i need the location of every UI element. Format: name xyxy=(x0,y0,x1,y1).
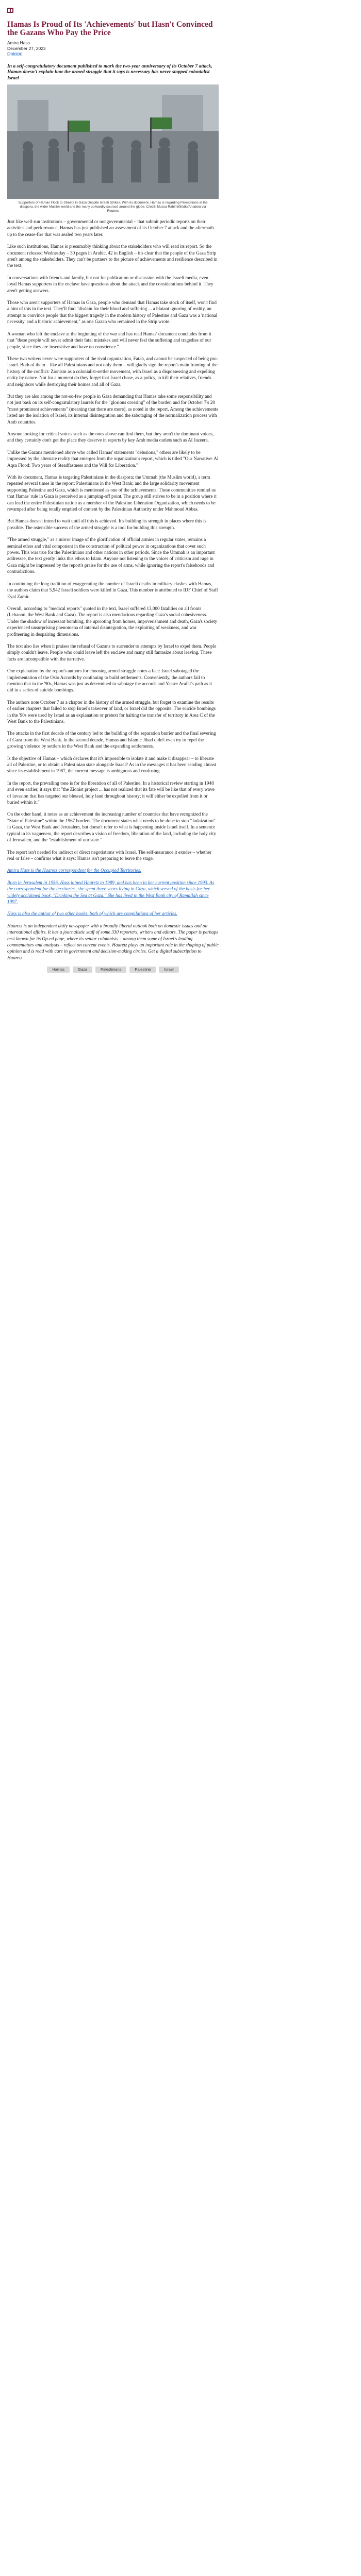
article-body xyxy=(7,218,219,861)
body-paragraph: Overall, according to "medical reports" quoted in the text, Israel suffered 13,000 fatalities on all fronts (Lebanon, the West Bank and Gaza). The report is also mendacious regarding Gaza's social cohesiveness. Under the shadow of incessant bombing, the uprooting from homes, impoverishment and death, Gaza's society experienced unsurprising phenomena of internal disintegration, the exploiting of weakness, and war profiteering in despairing dimensions. xyxy=(7,605,218,637)
body-paragraph: These two writers never were supporters of the rival organization, Fatah, and cannot be suspected of being pro-Israel. Both of them – like all Palestinians and not only them – will gladly sign the report's main framing of the history of the conflict: Zionism as a colonialist-settler movement, with Israel as a dispossessing and expelling entity by nature. Not for a moment do they forget that Israel chose, as a policy, to kill their relatives, friends and neighbors while destroying their homes and all of Gaza. xyxy=(7,355,218,387)
publish-date: December 27, 2023 xyxy=(7,45,46,51)
body-paragraph: On the other hand, it notes as an achievement the increasing number of countries that have recognized the "State of Palestine" within the 1967 borders. The document states what needs to be done to stop "Judaization" in Gaza, the West Bank and Jerusalem, but doesn't refer to what is happening inside Israel itself. In a sentence typical in its vagueness, the report describes a vision of freedom, liberation of the land, including the holy city of Jerusalem, and the "establishment of our state." xyxy=(7,811,216,843)
byline xyxy=(7,40,219,57)
author-bio-detail[interactable]: Born in Jerusalem in 1956, Hass joined Haaretz in 1989, and has been in her current position since 1993. As the correspondent for the territories, she spent three years living in Gaza, which served of the basis for her widely acclaimed book, "Drinking the Sea at Gaza." She has lived in the West Bank city of Ramallah since 1997. xyxy=(7,879,215,904)
lead-photo xyxy=(7,84,219,213)
body-paragraph: The report isn't needed for indirect or direct negotiations with Israel. The self-assurance it exudes – whether real or false – confirms what it says: Hamas isn't preparing to leave the stage. xyxy=(7,849,212,861)
tag-hamas[interactable]: Hamas xyxy=(47,967,70,973)
site-logo-icon[interactable] xyxy=(7,8,13,13)
body-paragraph: But they are also among the not-so-few people in Gaza demanding that Hamas take some responsibility and not just bask on its self-congratulatory laurels for the "glorious crossing" of the border, and for October 7's 20 "most prominent achievements" (meaning that there are more), as noted in the report. Among the achievements listed are the isolation of Israel, its internal disintegration and the sabotaging of the normalization process with Arab countries. xyxy=(7,393,218,425)
about-text: Haaretz is an independent daily newspaper with a broadly liberal outlook both on domestic issues and on international affairs. It has a journalistic staff of some 330 reporters, writers and editors. The paper is perhaps best known for its Op-ed page, where its senior columnists – among them some of Israel's leading commentators and analysts – reflect on current events. Haaretz plays an important role in the shaping of public opinion and is read with care in government and decision-making circles. Get a digital subscription to Haaretz. xyxy=(7,923,219,960)
lead-photo-image xyxy=(7,84,219,199)
body-paragraph: Just like well-run institutions – governmental or nongovernmental – that submit periodic reports on their activities and performance, Hamas has just published an assessment of its October 7 attack and the aftermath up to the cease-fire that was sealed two years later. xyxy=(7,219,214,237)
body-paragraph: Like such institutions, Hamas is presumably thinking about the stakeholders who will read its report. So the document released Wednesday – 30 pages in Arabic, 42 in English – it's clear that the people of the Gaza Strip aren't among the stakeholders. They can't be partners to the picture of achievements and resilience described in the text. xyxy=(7,244,218,268)
body-paragraph: But Hamas doesn't intend to wait until all this is achieved. It's building its strength in places where this is possible. The ostensible success of the armed struggle is a tool for building this strength. xyxy=(7,518,207,530)
article-headline: Hamas Is Proud of Its 'Achievements' but Hasn't Convinced the Gazans Who Pay the Price xyxy=(7,20,213,37)
section-tag[interactable]: Opinion xyxy=(7,51,23,56)
body-paragraph: Unlike the Gazans mentioned above who called Hamas' statements "delusions," others are likely to be impressed by the alternate reality that emerges from the organization's report, which is titled "Our Narrative: Al Aqsa Flood: Two years of Steadfastness and the Will for Liberation." xyxy=(7,449,219,468)
body-paragraph: "The armed struggle," as a mirror image of the glorification of official armies in regular states, remains a seminal ethos and vital component in the construction of political power in organizations that cover such power. This was true for the Palestinians and other nations in other periods. Since the Ummah is an important addressee, the text gently links this ethos to Islam. Anyone not listening to the voices of criticism and rage in Gaza might be impressed by the report's praise for the use of arms, while ignoring the report's falsehoods and contradictions. xyxy=(7,537,215,574)
body-paragraph: A woman who left the enclave at the beginning of the war and has read Hamas' document concludes from it that "these people will never admit their fatal mistakes and will never feel the suffering and tragedies of our people, since they are insensitive and have no conscience." xyxy=(7,331,211,349)
tag-palestine[interactable]: Palestine xyxy=(129,967,156,973)
body-paragraph: With its document, Hamas is targeting Palestinians in the diaspora; the Ummah (the Muslim world), a term repeated several times in the report; Palestinians in the West Bank; and the large solidarity movement supporting Palestine and Gaza, which is mentioned as one of the achievements. These communities remind us that Hamas' rule in Gaza is perceived as a jumping-off point. The group still strives to be in a position where it can lead the entire Palestinian nation as a member of the Palestine Liberation Organization, which needs to be revamped after being totally emptied of content by the Palestinian Authority under Mahmoud Abbas. xyxy=(7,474,217,512)
body-paragraph: One explanation by the report's authors for choosing armed struggle notes a fact: Israel sabotaged the implementation of the Oslo Accords by continuing to build settlements. Conveniently, the authors fail to mention that in the '90s, Hamas was just as determined to sabotage the accords and Yasser Arafat's path as it did in a series of suicide bombings. xyxy=(7,668,212,693)
tag-palestinians[interactable]: Palestinians xyxy=(95,967,126,973)
tag-israel[interactable]: Israel xyxy=(159,967,178,973)
body-paragraph: In the report, the prevailing tone is for the liberation of all of Palestine. In a historical review starting in 1948 and even earlier, it says that "the Zionist project ... has not realized that its fate will be like that of every wave of invasion that has targeted our blessed, holy land throughout history; it will either be expelled from it or buried within it." xyxy=(7,780,215,805)
tag-gaza[interactable]: Gaza xyxy=(73,967,92,973)
body-paragraph: The authors note October 7 as a chapter in the history of the armed struggle, but forget to examine the results of earlier chapters that failed to stop Israel's takeover of land, or Israel did the opposite. The suicide bombings in the '90s were used by Israel as an explanation or pretext for halting the transfer of territory in Area C of the West Bank to the Palestinians. xyxy=(7,699,216,724)
body-paragraph: The attacks in the first decade of the century led to the building of the separation barrier and the final severing of Gaza from the West Bank. In the second decade, Hamas and Islamic Jihad didn't even try to repel the growing violence by settlers in the West Bank and the expanding settlements. xyxy=(7,731,216,749)
body-paragraph: The text also lies when it praises the refusal of Gazans to surrender to attempts by Israel to expel them. People simply couldn't leave. People who could leave left the enclave and many still fantasize about leaving. These facts are incompatible with the narrative. xyxy=(7,643,217,662)
photo-caption: Supporters of Hamas Flock to Streets in Gaza Despite Israeli Strikes. With its document, Hamas is regarding Palestinians in the diaspora, the wider Muslim world and the many outwardly-sourced around the globe. Credit: Mussa Rahimi/Stidio/Anadolu via Reuters xyxy=(18,201,208,213)
article-subhead: In a self-congratulatory document published to mark the two-year anniversary of its October 7 attack, Hamas doesn't explain how the armed struggle that it says is necessary has never stopped colonialist Israel xyxy=(7,63,212,81)
publication-about xyxy=(7,923,219,961)
author-name[interactable]: Amira Hass xyxy=(7,40,30,45)
body-paragraph: In continuing the long tradition of exaggerating the number of Israeli deaths in military clashes with Hamas, the authors claim that 5,942 Israeli soldiers were killed in Gaza. This number is attributed to IDF Chief of Staff Eyal Zamir. xyxy=(7,581,218,599)
body-paragraph: Anyone looking for critical voices such as the ones above can find them, but they aren't the dominant voices, and they certainly don't get the place they deserve in reports by key Arab media outlets such as Al Jazeera. xyxy=(7,431,214,443)
crowd-scene-illustration xyxy=(7,84,219,199)
author-bio-line[interactable]: Amira Hass is the Haaretz correspondent for the Occupied Territories. xyxy=(7,868,141,873)
article xyxy=(7,6,219,973)
body-paragraph: In conversations with friends and family, but not for publication or discussion with the Israeli media, even loyal Hamas supporters in the enclave have questions about the attack and the considerations behind it. They aren't getting answers. xyxy=(7,275,214,293)
author-bio xyxy=(7,867,219,917)
body-paragraph: Those who aren't supporters of Hamas in Gaza, people who demand that Hamas take stock of itself, won't find a hint of this in the text. They'll find "disdain for their blood and suffering ... a blatant ignoring of reality, an attempt to convince people that the biggest tragedy in the modern history of Palestine and Gaza was a 'national necessity' and a historic achievement," as one Gazan who remained in the Strip wrote. xyxy=(7,300,218,325)
author-bio-books[interactable]: Hass is also the author of two other books, both of which are compilations of her articles. xyxy=(7,911,177,917)
body-paragraph: Is the objective of Hamas – which declares that it's impossible to isolate it and make it disappear – to liberate all of Palestine, or to obtain a Palestinian state alongside Israel? As in the messages it has been sending almost since its establishment in 1987, the current message is ambiguous and confusing. xyxy=(7,755,217,774)
tag-list xyxy=(7,967,219,973)
